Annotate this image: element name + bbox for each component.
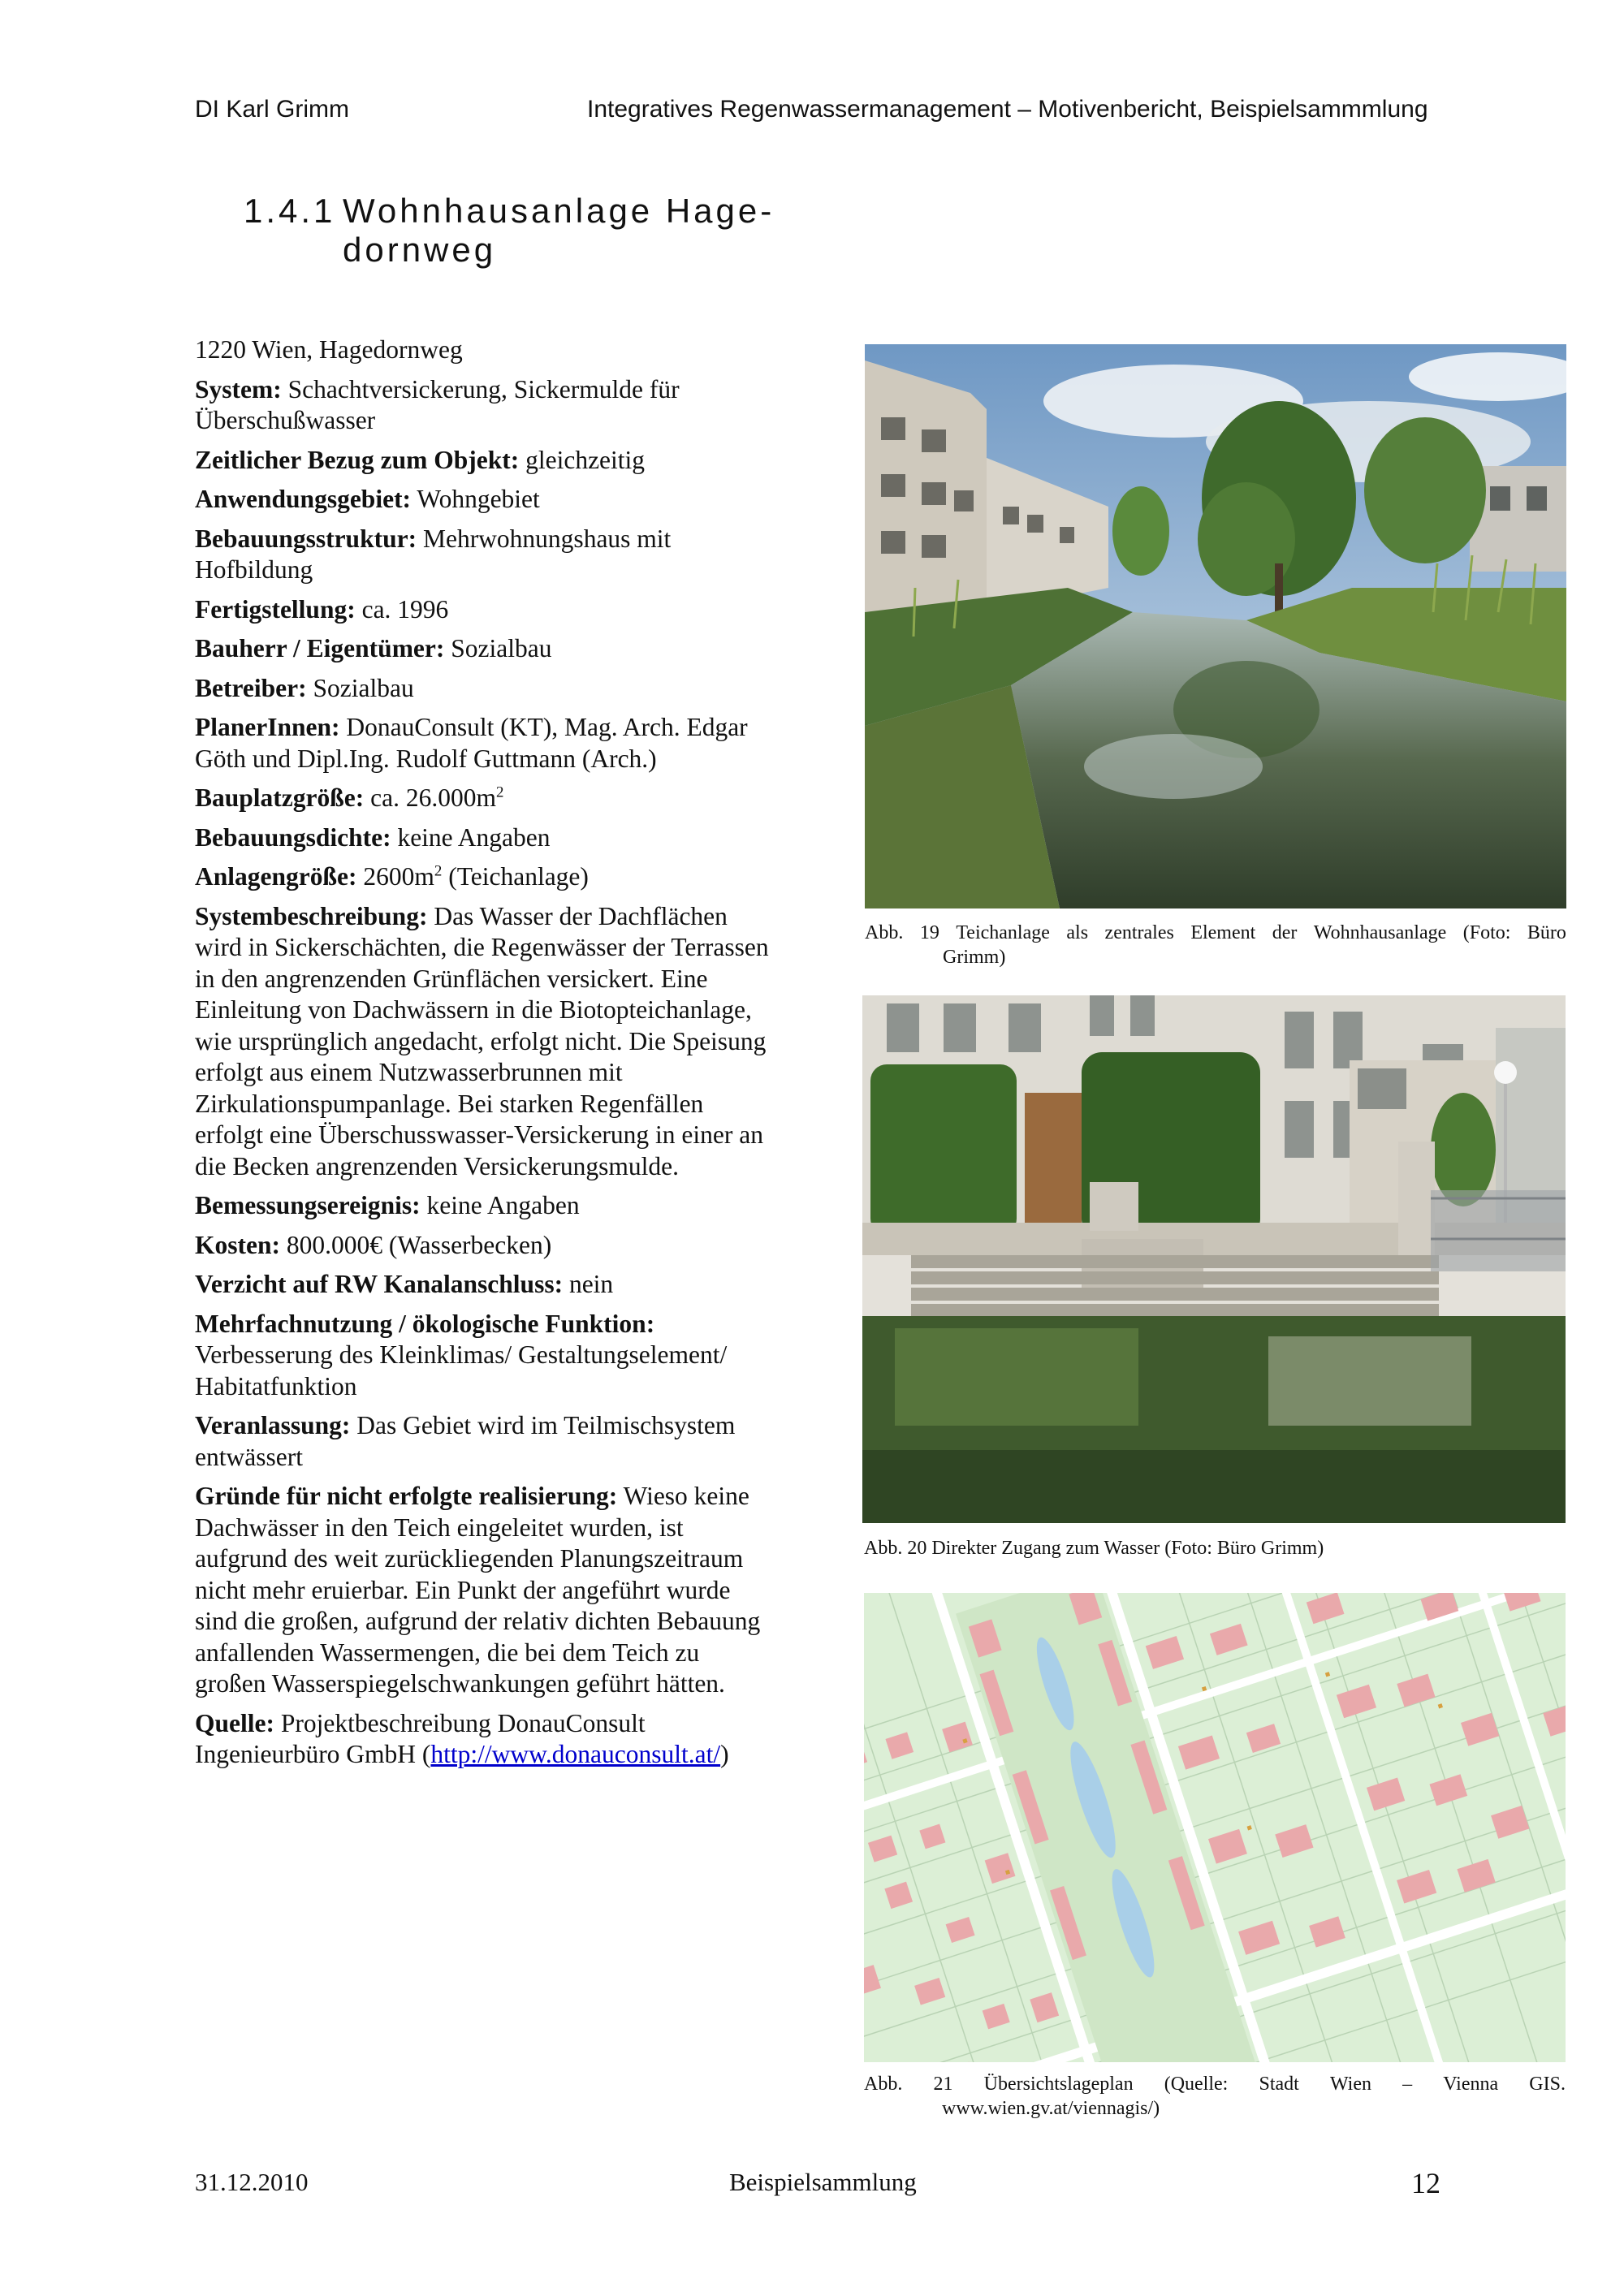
info-field-superscript: 2 (495, 783, 504, 801)
info-field (195, 712, 775, 775)
info-field (195, 633, 775, 665)
info-field (195, 445, 775, 477)
info-field-label: System: (195, 374, 282, 404)
info-field (195, 524, 775, 586)
site-map (864, 1593, 1566, 2062)
info-field-value: nein (568, 1270, 614, 1298)
info-field-value: Das Gebiet wird im Teilmischsystem entwässert (195, 1411, 736, 1471)
info-field-superscript: 2 (434, 862, 443, 880)
info-field (195, 1309, 775, 1403)
fig20-caption: Abb. 20 Direkter Zugang zum Wasser (Foto: Büro Grimm) (864, 1538, 1324, 1559)
source-link[interactable]: http://www.donauconsult.at/ (430, 1740, 721, 1768)
info-field-value: keine Angaben (426, 1191, 580, 1219)
section-title-line1: Wohnhausanlage Hage- (343, 192, 775, 230)
project-info (195, 334, 775, 1779)
source-label: Quelle: (195, 1708, 274, 1737)
info-field-label: Verzicht auf RW Kanalanschluss: (195, 1270, 564, 1298)
caption-word: Stadt (1259, 2074, 1299, 2095)
info-field (195, 901, 775, 1183)
footer-center-label: Beispielsammlung (729, 2168, 917, 2196)
info-field-value: Wieso keine Dachwässer in den Teich eingeleitet wurden, ist aufgrund des weit zurückliegenden Planungszeitraum nicht mehr eruierbar. Ein Punkt der angeführt wurde sind die großen, aufgrund der relativ dichten Bebauung anfallenden Wassermengen, die bei dem Teich zu großen Wasserspiegelschwankungen geführt hätten. (195, 1482, 761, 1698)
info-field-value: Sozialbau (451, 634, 552, 662)
info-field (195, 594, 775, 626)
caption-word: Abb. (864, 2074, 903, 2095)
info-field-value: Sozialbau (313, 673, 414, 702)
info-field (195, 861, 775, 893)
info-field (195, 374, 775, 437)
fig21-caption (864, 2072, 1566, 2121)
info-field-label: Anwendungsgebiet: (195, 485, 412, 513)
info-field-value: ca. 1996 (361, 594, 449, 624)
source-after: ) (720, 1740, 729, 1768)
info-field-label: Mehrfachnutzung / ökologische Funktion: (195, 1309, 655, 1338)
info-field (195, 1230, 775, 1262)
info-field-label: PlanerInnen: (195, 713, 340, 741)
page-number: 12 (1411, 2167, 1440, 2199)
caption-word: als (1066, 922, 1089, 943)
pond-photo-image (865, 344, 1566, 908)
info-field (195, 1410, 775, 1473)
caption-word: Abb. (865, 922, 904, 943)
info-field (195, 673, 775, 705)
fig19-caption (865, 921, 1566, 969)
caption-word: Element (1190, 922, 1256, 943)
info-field-label: Systembeschreibung: (195, 901, 428, 930)
info-field-label: Bebauungsdichte: (195, 822, 391, 852)
info-field-label: Anlagengröße: (195, 862, 357, 891)
info-field (195, 484, 775, 516)
fig21-caption-line2: www.wien.gv.at/viennagis/) (942, 2098, 1160, 2119)
source-text: Projektbeschreibung DonauConsult Ingenieurbüro GmbH ( (195, 1708, 646, 1768)
section-title-line2: dornweg (343, 231, 497, 269)
info-field-value: Das Wasser der Dachflächen wird in Sickerschächten, die Regenwässer der Terrassen in den angrenzenden Grünflächen versickert. Eine Einleitung von Dachwässern in die Biotopteichanlage, wie ursprünglich angedacht, erfolgt nicht. Die Speisung erfolgt aus einem Nutzwasserbrunnen mit Zirkulationspumpanlage. Bei starken Regenfällen erfolgt eine Überschusswasser-Versickerung in einer an die Becken angrenzenden Versickerungsmulde. (195, 901, 769, 1180)
caption-word: der (1272, 922, 1298, 943)
water-access-photo-image (862, 995, 1566, 1523)
caption-word: 19 (919, 922, 939, 943)
footer-date: 31.12.2010 (195, 2168, 309, 2196)
header-document-title: Integratives Regenwassermanagement – Motivenbericht, Beispielsammmlung (587, 96, 1428, 123)
info-field-value: DonauConsult (KT), Mag. Arch. Edgar Göth und Dipl.Ing. Rudolf Guttmann (Arch.) (195, 713, 748, 773)
info-field-value: keine Angaben (397, 822, 551, 852)
header-author: DI Karl Grimm (195, 96, 349, 123)
fig19-caption-line2: Grimm) (943, 947, 1006, 968)
info-field (195, 1481, 775, 1700)
info-field (195, 1190, 775, 1222)
info-field-value: ca. 26.000m (370, 783, 496, 812)
info-field-label: Zeitlicher Bezug zum Objekt: (195, 445, 520, 474)
water-access-photo (862, 995, 1566, 1523)
info-field-value: Mehrwohnungshaus mit Hofbildung (195, 524, 672, 584)
info-field-value: 2600m (363, 862, 434, 891)
info-field-value: Wohngebiet (417, 485, 540, 513)
info-field-label: Bauplatzgröße: (195, 783, 365, 812)
info-field (195, 1269, 775, 1301)
caption-word: – (1402, 2074, 1413, 2095)
caption-word: Übersichtslageplan (983, 2074, 1134, 2095)
caption-word: Wohnhausanlage (1313, 922, 1447, 943)
info-field-label: Bemessungsereignis: (195, 1191, 421, 1219)
section-number: 1.4.1 (244, 192, 336, 230)
info-field-suffix: (Teichanlage) (442, 862, 589, 891)
info-field-value: 800.000€ (Wasserbecken) (286, 1230, 552, 1259)
info-field-label: Bebauungsstruktur: (195, 524, 417, 553)
caption-word: (Quelle: (1164, 2074, 1229, 2095)
caption-word: zentrales (1104, 922, 1174, 943)
caption-word: Vienna (1443, 2074, 1499, 2095)
info-field-label: Bauherr / Eigentümer: (195, 634, 445, 662)
site-map-image (864, 1593, 1566, 2062)
info-field (195, 783, 775, 814)
caption-word: Büro (1527, 922, 1566, 943)
project-location: 1220 Wien, Hagedornweg (195, 335, 463, 364)
pond-photo (865, 344, 1566, 908)
caption-word: GIS. (1529, 2074, 1566, 2095)
info-field-value: Schachtversickerung, Sickermulde für Überschußwasser (195, 374, 680, 434)
info-field-label: Gründe für nicht erfolgte realisierung: (195, 1482, 618, 1510)
caption-word: (Foto: (1462, 922, 1511, 943)
section-heading (244, 192, 775, 270)
info-field-label: Betreiber: (195, 673, 307, 702)
caption-word: 21 (933, 2074, 953, 2095)
caption-word: Teichanlage (956, 922, 1050, 943)
info-field-label: Fertigstellung: (195, 594, 356, 624)
info-field-value: gleichzeitig (525, 445, 646, 474)
source-entry (195, 1708, 775, 1771)
info-field-label: Veranlassung: (195, 1411, 351, 1439)
info-field-label: Kosten: (195, 1230, 280, 1259)
caption-word: Wien (1329, 2074, 1371, 2095)
info-field-value: Verbesserung des Kleinklimas/ Gestaltungselement/ Habitatfunktion (195, 1340, 728, 1400)
info-field (195, 822, 775, 854)
